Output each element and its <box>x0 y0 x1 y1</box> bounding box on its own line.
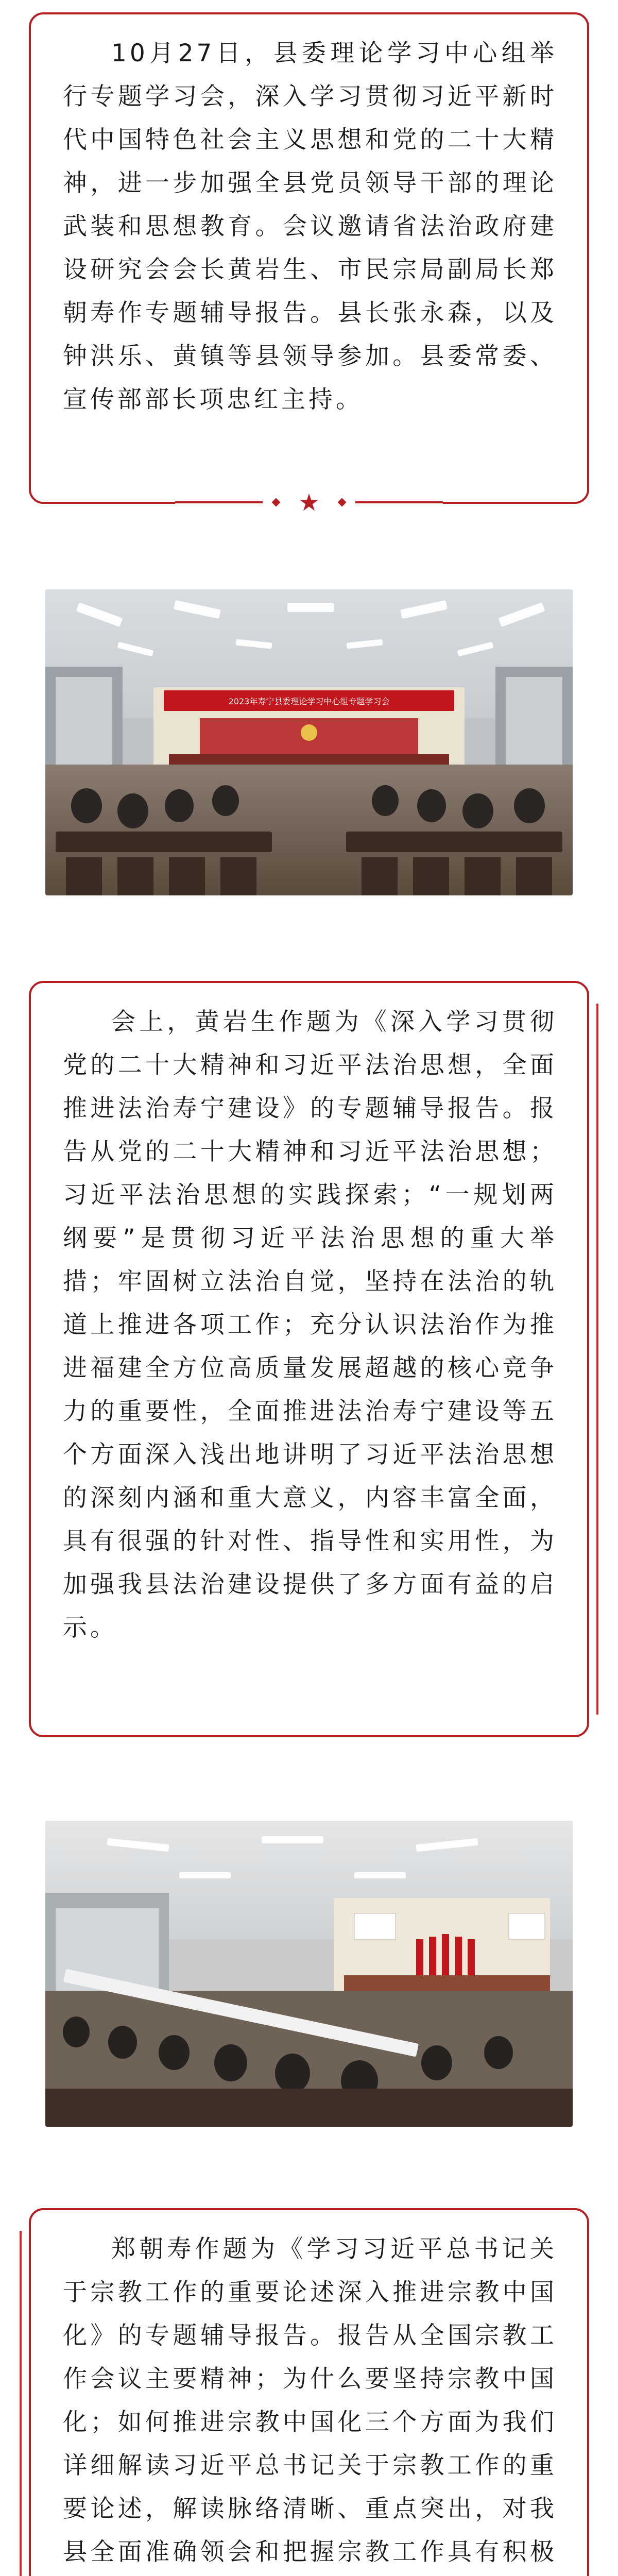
paragraph-2: 会上，黄岩生作题为《深入学习贯彻党的二十大精神和习近平法治思想，全面推进法治寿宁建设》的专题辅导报告。报告从党的二十大精神和习近平法治思想；习近平法治思想的实践探索；“一规划两纲要”是贯彻习近平法治思想的重大举措；牢固树立法治自觉，坚持在法治的轨道上推进各项工作；充分认识法治作为推进福建全方位高质量发展超越的核心竞争力的重要性，全面推进法治寿宁建设等五个方面深入浅出地讲明了习近平法治思想的深刻内涵和重大意义，内容丰富全面，具有很强的针对性、指导性和实用性，为加强我县法治建设提供了多方面有益的启示。 <box>63 1008 557 1642</box>
banner-text: 2023年寿宁县委理论学习中心组专题学习会 <box>228 697 390 706</box>
meeting-photo-2 <box>45 1821 573 2127</box>
meeting-room-image <box>45 1821 573 2127</box>
text-card-1 <box>29 12 589 516</box>
meeting-hall-image <box>45 589 573 895</box>
card-edge-accent <box>20 2231 22 2576</box>
text-card-2 <box>29 981 589 1737</box>
star-icon: ★ <box>298 488 320 516</box>
card-edge-accent <box>596 1004 598 1715</box>
card-ornament <box>175 489 443 515</box>
text-card-3 <box>29 2208 589 2576</box>
meeting-photo-1 <box>45 589 573 895</box>
paragraph-3: 郑朝寿作题为《学习习近平总书记关于宗教工作的重要论述深入推进宗教中国化》的专题辅导报告。报告从全国宗教工作会议主要精神；为什么要坚持宗教中国化；如何推进宗教中国化三个方面为我们详细解读习近平总书记关于宗教工作的重要论述，解读脉络清晰、重点突出，对我县全面准确领会和把握宗教工作具有积极 <box>63 2235 557 2566</box>
paragraph-1: 10月27日，县委理论学习中心组举行专题学习会，深入学习贯彻习近平新时代中国特色社会主义思想和党的二十大精神，进一步加强全县党员领导干部的理论武装和思想教育。会议邀请省法治政府建设研究会会长黄岩生、市民宗局副局长郑朝寿作专题辅导报告。县长张永森，以及钟洪乐、黄镇等县领导参加。县委常委、宣传部部长项忠红主持。 <box>63 39 557 414</box>
